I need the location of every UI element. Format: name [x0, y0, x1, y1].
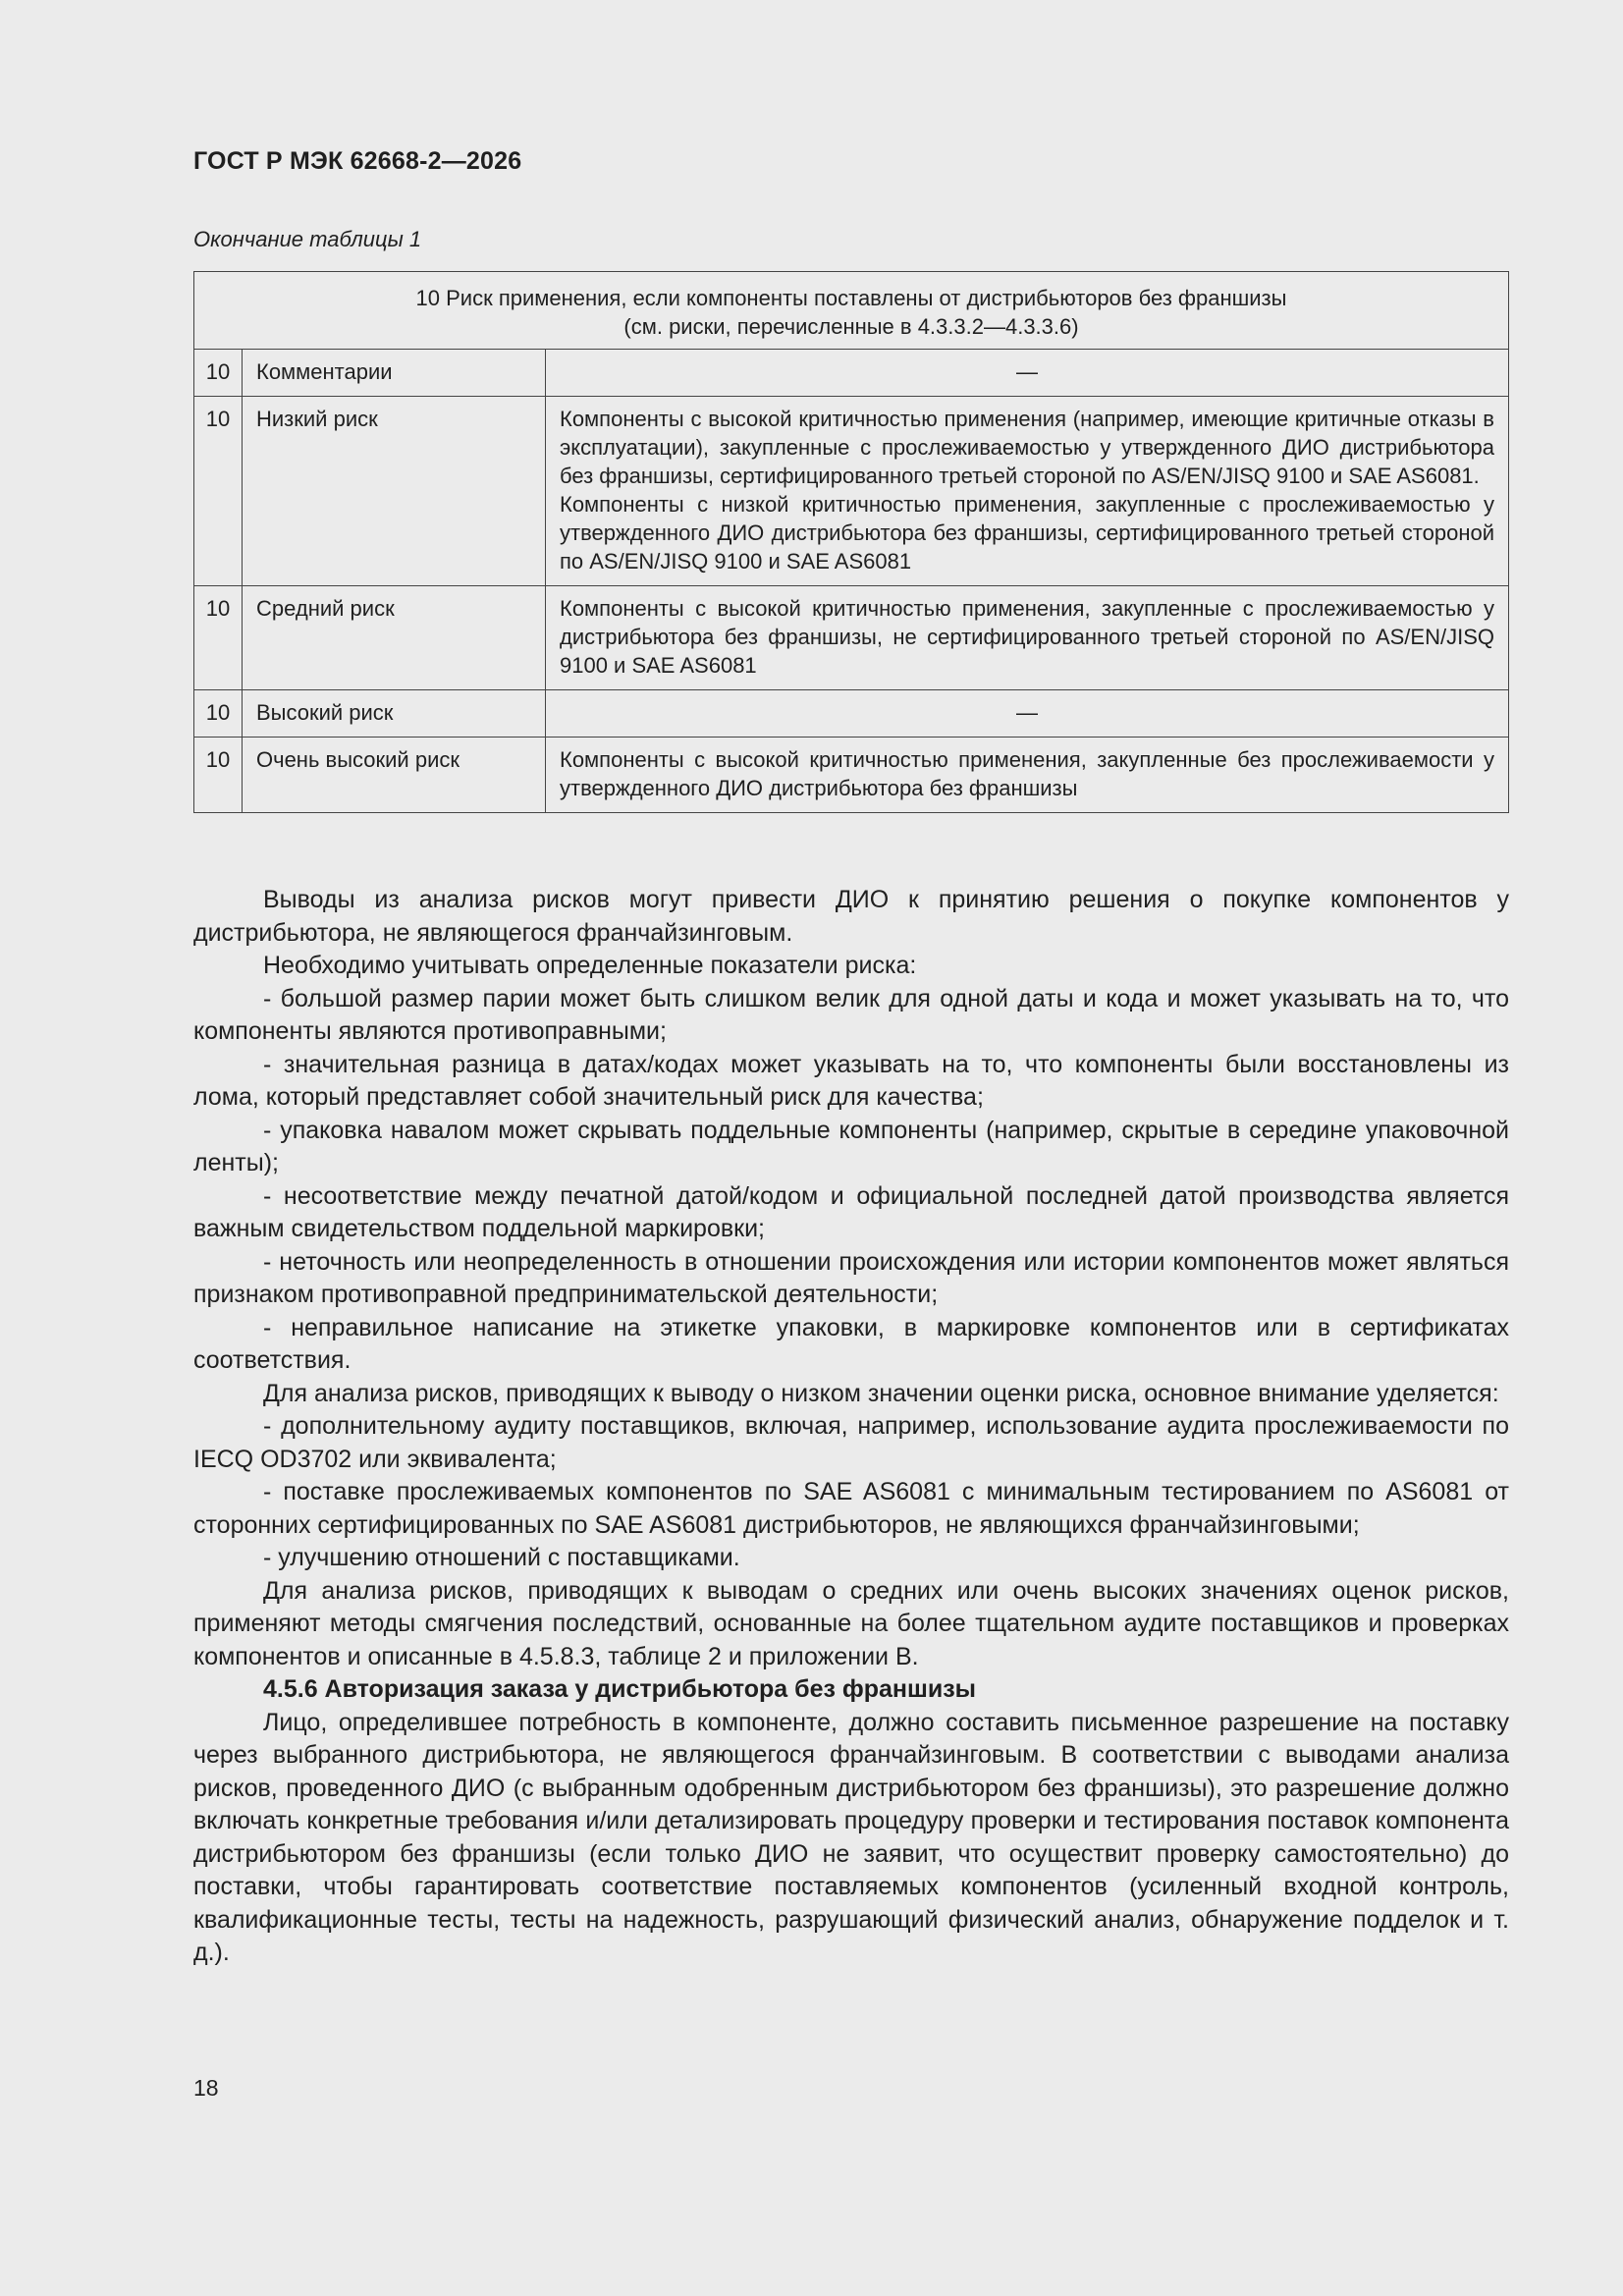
paragraph: Для анализа рисков, приводящих к выводу о низком значении оценки риска, основное внимание уделяется:: [263, 1379, 1499, 1407]
list-item: - упаковка навалом может скрывать поддельные компоненты (например, скрытые в середине упаковочной ленты);: [193, 1116, 1509, 1176]
risk-description: —: [546, 690, 1509, 738]
risk-description: Компоненты с высокой критичностью применения, закупленные с прослеживаемостью у дистрибьютора без франшизы, не сертифицированного третьей стороной по AS/EN/JISQ 9100 и SAE AS6081: [546, 586, 1509, 690]
table-title-line-1: 10 Риск применения, если компоненты поставлены от дистрибьюторов без франшизы: [415, 286, 1287, 310]
table-title-line-2: (см. риски, перечисленные в 4.3.3.2—4.3.3.6): [623, 314, 1079, 339]
section-heading: 4.5.6 Авторизация заказа у дистрибьютора без франшизы: [263, 1675, 976, 1703]
risk-level: Низкий риск: [243, 397, 546, 586]
paragraph: Лицо, определившее потребность в компоненте, должно составить письменное разрешение на поставку через выбранного дистрибьютора, не являющегося франчайзинговым. В соответствии с выводами анализа рисков, проведенного ДИО (с выбранным одобренным дистрибьютором без франшизы), это разрешение должно включать конкретные требования и/или детализировать процедуру проверки и тестирования поставок компонента дистрибьютором без франшизы (если только ДИО не заявит, что осуществит проверку самостоятельно) до поставки, чтобы гарантировать соответствие поставляемых компонентов (усиленный входной контроль, квалификационные тесты, тесты на надежность, разрушающий физический анализ, обнаружение подделок и т. д.).: [193, 1708, 1509, 1966]
page-number: 18: [193, 2075, 219, 2101]
paragraph: Необходимо учитывать определенные показатели риска:: [263, 952, 917, 979]
table-row: [194, 350, 1509, 397]
table-row: [194, 690, 1509, 738]
risk-table: [193, 271, 1509, 813]
list-item: - неточность или неопределенность в отношении происхождения или истории компонентов может являться признаком противоправной предпринимательской деятельности;: [193, 1247, 1509, 1308]
table-caption: Окончание таблицы 1: [193, 227, 422, 251]
table-row: [194, 738, 1509, 813]
risk-description-part-1: Компоненты с высокой критичностью применения (например, имеющие критичные отказы в эксплуатации), закупленные с прослеживаемостью у утвержденного ДИО дистрибьютора без франшизы, сертифицированного третьей стороной по AS/EN/JISQ 9100 и SAE AS6081.: [560, 407, 1494, 488]
row-number: 10: [194, 397, 243, 586]
list-item: - неправильное написание на этикетке упаковки, в маркировке компонентов или в сертификатах соответствия.: [193, 1313, 1509, 1374]
table-row: [194, 586, 1509, 690]
body-text: [193, 884, 1509, 1970]
list-item: - большой размер парии может быть слишком велик для одной даты и кода и может указывать на то, что компоненты являются противоправными;: [193, 984, 1509, 1045]
risk-description: Компоненты с высокой критичностью применения, закупленные без прослеживаемости у утвержденного ДИО дистрибьютора без франшизы: [546, 738, 1509, 813]
document-header: ГОСТ Р МЭК 62668-2—2026: [193, 147, 522, 175]
paragraph: Для анализа рисков, приводящих к выводам о средних или очень высоких значениях оценок рисков, применяют методы смягчения последствий, основанные на более тщательном аудите поставщиков и проверках компонентов и описанные в 4.5.8.3, таблице 2 и приложении В.: [193, 1576, 1509, 1670]
risk-level: Комментарии: [243, 350, 546, 397]
table-title: [194, 272, 1509, 350]
risk-level: Средний риск: [243, 586, 546, 690]
row-number: 10: [194, 738, 243, 813]
list-item: - значительная разница в датах/кодах может указывать на то, что компоненты были восстановлены из лома, который представляет собой значительный риск для качества;: [193, 1050, 1509, 1111]
risk-description-part-2: Компоненты с низкой критичностью применения, закупленные с прослеживаемостью у утвержденного ДИО дистрибьютора без франшизы, сертифицированного третьей стороной по AS/EN/JISQ 9100 и SAE AS6081: [560, 492, 1494, 574]
risk-description: [546, 397, 1509, 586]
risk-level: Очень высокий риск: [243, 738, 546, 813]
row-number: 10: [194, 350, 243, 397]
list-item: - улучшению отношений с поставщиками.: [263, 1544, 740, 1571]
list-item: - поставке прослеживаемых компонентов по SAE AS6081 с минимальным тестированием по AS6081 от сторонних сертифицированных по SAE AS6081 дистрибьюторов, не являющихся франчайзинговыми;: [193, 1478, 1509, 1539]
list-item: - несоответствие между печатной датой/кодом и официальной последней датой производства является важным свидетельством поддельной маркировки;: [193, 1181, 1509, 1242]
risk-description: —: [546, 350, 1509, 397]
list-item: - дополнительному аудиту поставщиков, включая, например, использование аудита прослеживаемости по IECQ OD3702 или эквивалента;: [193, 1412, 1509, 1473]
row-number: 10: [194, 690, 243, 738]
row-number: 10: [194, 586, 243, 690]
table-row: [194, 397, 1509, 586]
table-header-row: [194, 272, 1509, 350]
risk-level: Высокий риск: [243, 690, 546, 738]
paragraph: Выводы из анализа рисков могут привести ДИО к принятию решения о покупке компонентов у дистрибьютора, не являющегося франчайзинговым.: [193, 886, 1509, 947]
